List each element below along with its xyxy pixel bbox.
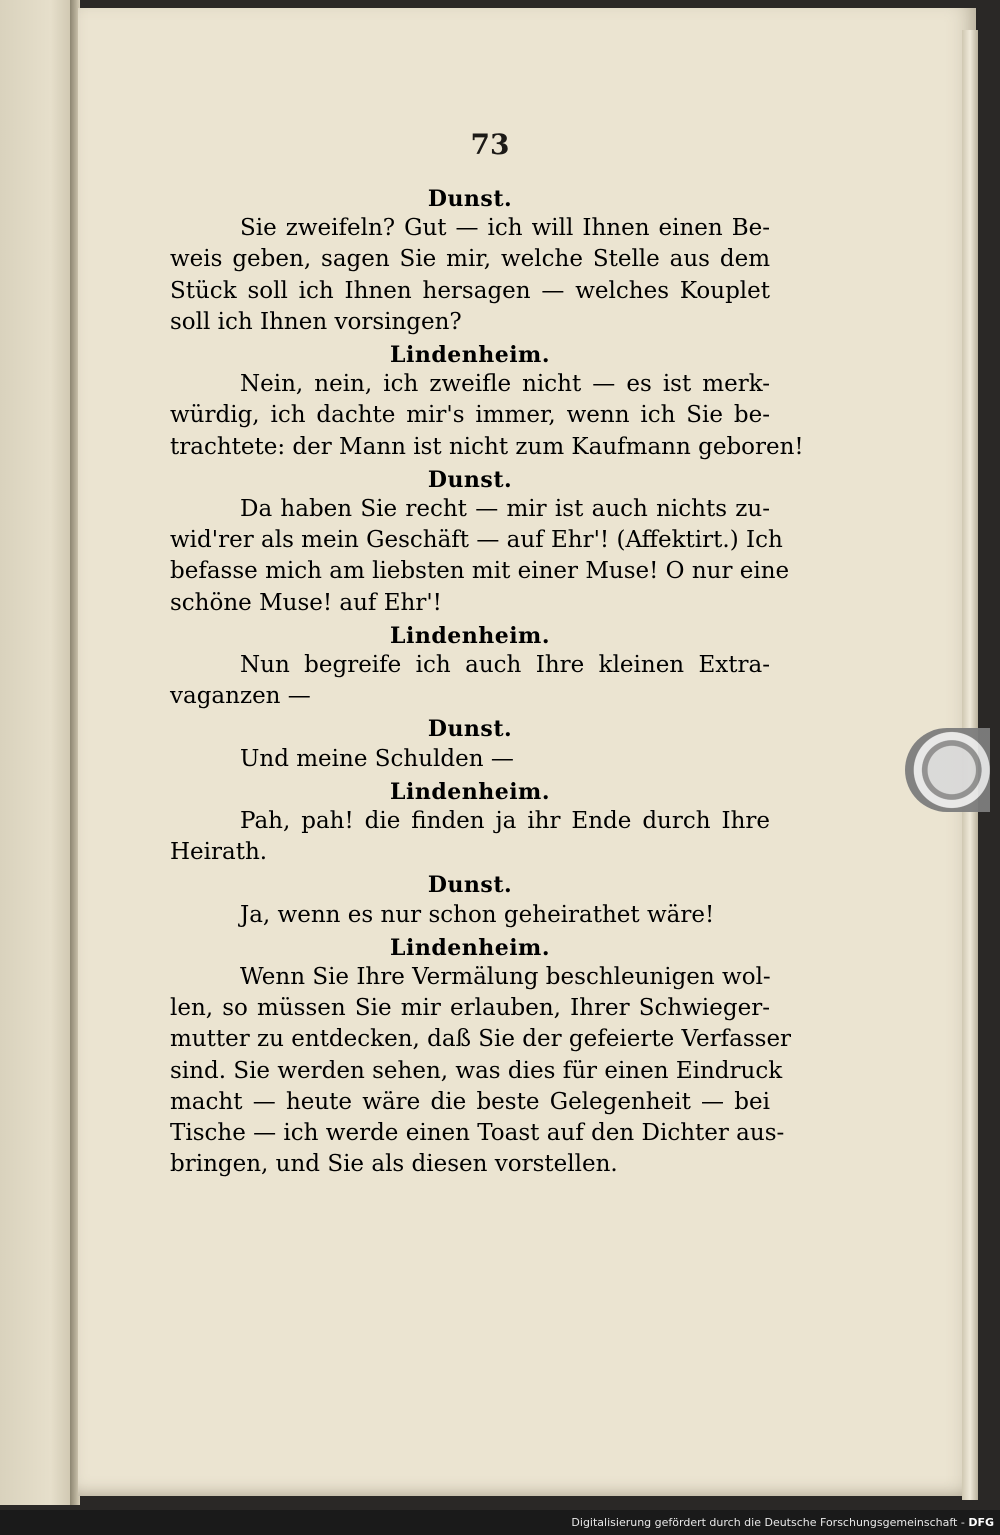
speaker-name: Dunst.: [427, 186, 513, 212]
text-line: befasse mich am liebsten mit einer Muse! O nur eine: [170, 558, 790, 585]
text-line: Ja, wenn es nur schon geheirathet wäre!: [240, 901, 715, 928]
speaker-name: Lindenheim.: [390, 778, 550, 805]
text-line: Und meine Schulden —: [240, 745, 514, 772]
text-line: bringen, und Sie als diesen vorstellen.: [170, 1151, 618, 1178]
text-line: macht — heute wäre die beste Gelegenheit — bei: [170, 1088, 770, 1115]
text-line: vaganzen —: [170, 683, 311, 710]
text-line: len, so müssen Sie mir erlauben, Ihrer Schwieger-: [170, 995, 770, 1022]
speaker-name: Dunst.: [427, 716, 513, 743]
text-line: weis geben, sagen Sie mir, welche Stelle aus dem: [170, 246, 770, 273]
speaker-name: Dunst.: [427, 872, 513, 899]
bookmark-tab-icon: [905, 728, 990, 812]
text-line: mutter zu entdecken, daß Sie der gefeierte Verfasser: [170, 1026, 792, 1053]
speaker-name: Lindenheim.: [390, 622, 550, 649]
speaker-name: Dunst.: [427, 466, 513, 493]
text-line: Nein, nein, ich zweifle nicht — es ist merk-: [240, 371, 770, 398]
text-line: würdig, ich dachte mir's immer, wenn ich Sie be-: [170, 402, 770, 429]
text-line: soll ich Ihnen vorsingen?: [170, 308, 462, 335]
text-line: Da haben Sie recht — mir ist auch nichts zu-: [240, 496, 770, 522]
text-line: schöne Muse! auf Ehr'!: [170, 589, 442, 616]
dfg-logo: DFG: [968, 1516, 994, 1529]
text-line: Sie zweifeln? Gut — ich will Ihnen einen Be-: [240, 215, 770, 242]
text-line: sind. Sie werden sehen, was dies für einen Eindruck: [170, 1057, 783, 1084]
speaker-name: Lindenheim.: [390, 934, 550, 961]
text-line: Heirath.: [170, 839, 268, 866]
text-line: trachtete: der Mann ist nicht zum Kaufmann geboren!: [170, 433, 804, 460]
page-number: 73: [470, 128, 510, 161]
text-line: wid'rer als mein Geschäft — auf Ehr'! (Affektirt.) Ich: [170, 527, 783, 554]
text-line: Wenn Sie Ihre Vermälung beschleunigen wol-: [240, 964, 771, 990]
facing-page-edge: [0, 0, 72, 1505]
text-line: Stück soll ich Ihnen hersagen — welches Kouplet: [170, 277, 770, 304]
text-line: Tische — ich werde einen Toast auf den Dichter aus-: [170, 1120, 785, 1146]
text-line: Nun begreife ich auch Ihre kleinen Extra-: [240, 652, 770, 678]
footer-credit: [571, 1516, 994, 1529]
speaker-name: Lindenheim.: [390, 342, 550, 368]
text-line: Pah, pah! die finden ja ihr Ende durch Ihre: [240, 808, 770, 834]
footer-text: Digitalisierung gefördert durch die Deutsche Forschungsgemeinschaft -: [571, 1516, 965, 1529]
